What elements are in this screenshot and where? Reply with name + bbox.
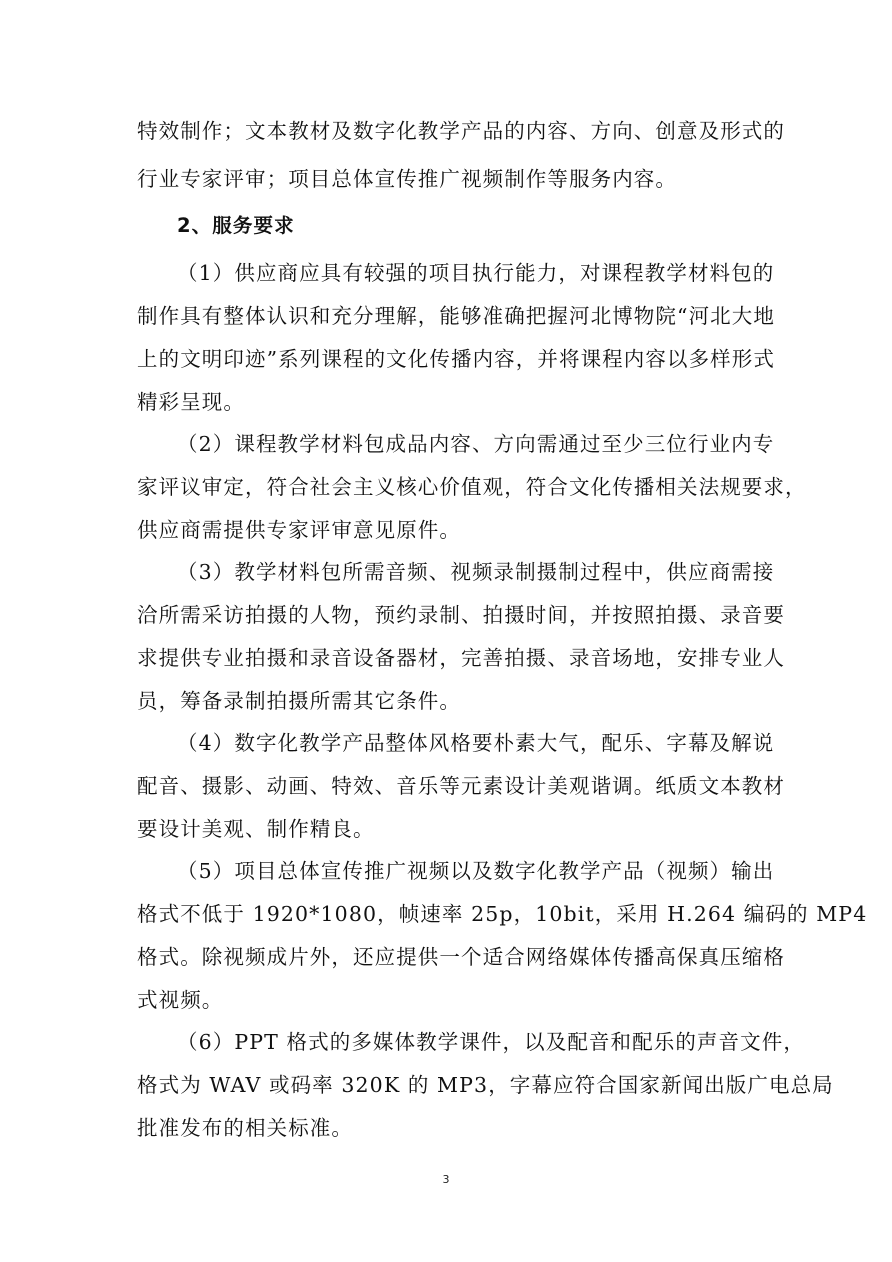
requirement-line: 员，筹备录制拍摄所需其它条件。 bbox=[137, 689, 461, 713]
requirement-line: 精彩呈现。 bbox=[137, 390, 245, 414]
requirement-line: 格式为 WAV 或码率 320K 的 MP3，字幕应符合国家新闻出版广电总局 bbox=[137, 1073, 834, 1097]
requirement-line: （4）数字化教学产品整体风格要朴素大气，配乐、字幕及解说 bbox=[177, 731, 775, 755]
requirement-line: 求提供专业拍摄和录音设备器材，完善拍摄、录音场地，安排专业人 bbox=[137, 646, 785, 670]
requirement-line: 式视频。 bbox=[137, 988, 224, 1012]
section-heading: 2、服务要求 bbox=[177, 214, 295, 237]
requirement-line: 制作具有整体认识和充分理解，能够准确把握河北博物院“河北大地 bbox=[137, 304, 775, 328]
intro-line: 行业专家评审；项目总体宣传推广视频制作等服务内容。 bbox=[137, 167, 677, 191]
requirement-line: （6）PPT 格式的多媒体教学课件，以及配音和配乐的声音文件， bbox=[177, 1030, 805, 1054]
requirement-line: 供应商需提供专家评审意见原件。 bbox=[137, 518, 461, 542]
requirement-line: 配音、摄影、动画、特效、音乐等元素设计美观谐调。纸质文本教材 bbox=[137, 774, 785, 798]
requirement-line: （1）供应商应具有较强的项目执行能力，对课程教学材料包的 bbox=[177, 261, 775, 285]
requirement-line: （2）课程教学材料包成品内容、方向需通过至少三位行业内专 bbox=[177, 432, 775, 456]
requirement-line: 家评议审定，符合社会主义核心价值观，符合文化传播相关法规要求， bbox=[137, 475, 807, 499]
requirement-line: 洽所需采访拍摄的人物，预约录制、拍摄时间，并按照拍摄、录音要 bbox=[137, 603, 785, 627]
requirement-line: 批准发布的相关标准。 bbox=[137, 1116, 353, 1140]
requirement-line: （5）项目总体宣传推广视频以及数字化教学产品（视频）输出 bbox=[177, 859, 775, 883]
intro-line: 特效制作；文本教材及数字化教学产品的内容、方向、创意及形式的 bbox=[137, 119, 785, 143]
requirement-line: 要设计美观、制作精良。 bbox=[137, 817, 375, 841]
page-number: 3 bbox=[442, 1173, 450, 1186]
requirement-line: 上的文明印迹”系列课程的文化传播内容，并将课程内容以多样形式 bbox=[137, 347, 775, 371]
requirement-line: 格式。除视频成片外，还应提供一个适合网络媒体传播高保真压缩格 bbox=[137, 945, 785, 969]
requirement-line: （3）教学材料包所需音频、视频录制摄制过程中，供应商需接 bbox=[177, 560, 775, 584]
requirement-line: 格式不低于 1920*1080，帧速率 25p，10bit，采用 H.264 编码的 MP4 bbox=[137, 902, 868, 926]
